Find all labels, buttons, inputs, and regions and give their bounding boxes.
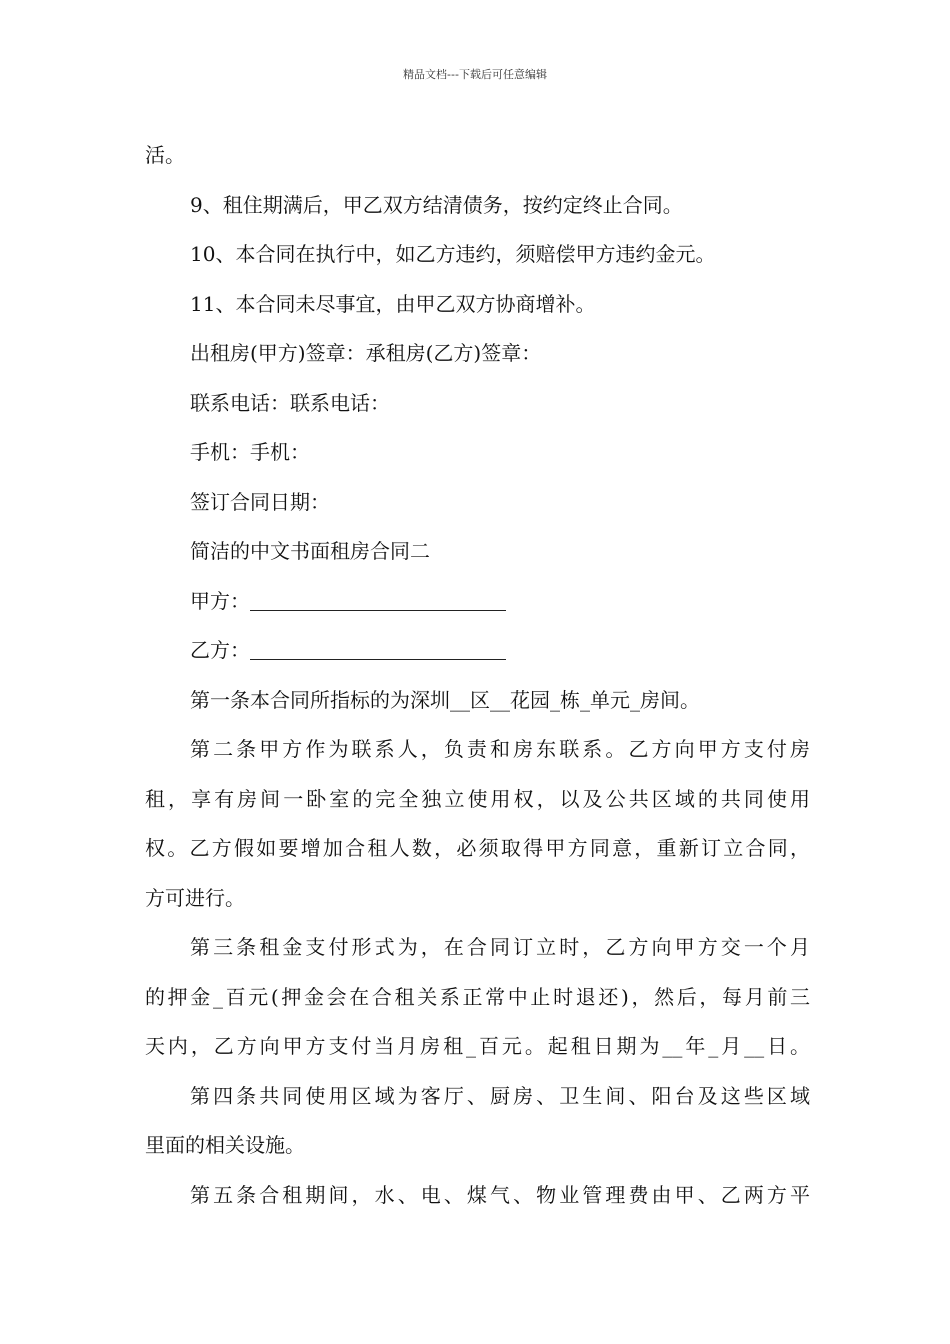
article-2-line: 权。乙方假如要增加合租人数，必须取得甲方同意，重新订立合同， <box>145 836 810 860</box>
mobile-line: 手机：手机： <box>190 440 310 464</box>
clause-11: 11、本合同未尽事宜，由甲乙双方协商增补。 <box>190 291 596 316</box>
party-b-label: 乙方： <box>190 638 250 662</box>
article-3-line: 的押金_百元(押金会在合租关系正常中止时退还)，然后，每月前三 <box>145 984 810 1009</box>
signature-line: 出租房(甲方)签章：承租房(乙方)签章： <box>190 341 542 365</box>
article-4-line: 里面的相关设施。 <box>145 1133 305 1157</box>
text-line: 活。 <box>145 143 185 167</box>
article-5-line: 第五条合租期间，水、电、煤气、物业管理费由甲、乙两方平 <box>190 1182 810 1207</box>
document-body <box>145 131 810 1220</box>
article-4-line: 第四条共同使用区域为客厅、厨房、卫生间、阳台及这些区域 <box>190 1083 810 1108</box>
section-title: 简洁的中文书面租房合同二 <box>190 539 430 563</box>
party-b-line <box>145 626 810 676</box>
page-header: 精品文档---下载后可任意编辑 <box>403 68 547 81</box>
sign-date-line: 签订合同日期： <box>190 489 330 514</box>
article-3-line: 天内，乙方向甲方支付当月房租_百元。起租日期为__年_月__日。 <box>145 1034 810 1058</box>
clause-9: 9、租住期满后，甲乙双方结清债务，按约定终止合同。 <box>190 192 683 217</box>
article-2-line: 方可进行。 <box>145 885 245 910</box>
article-2-line: 第二条甲方作为联系人，负责和房东联系。乙方向甲方支付房 <box>190 737 810 761</box>
article-1: 第一条本合同所指标的为深圳__区__花园_栋_单元_房间。 <box>190 687 700 712</box>
party-a-label: 甲方： <box>190 588 250 613</box>
article-2-line: 租，享有房间一卧室的完全独立使用权，以及公共区域的共同使用 <box>145 786 810 811</box>
article-3-line: 第三条租金支付形式为，在合同订立时，乙方向甲方交一个月 <box>190 935 810 959</box>
party-b-blank <box>250 639 506 660</box>
phone-line: 联系电话：联系电话： <box>190 390 390 415</box>
clause-10: 10、本合同在执行中，如乙方违约，须赔偿甲方违约金元。 <box>190 242 716 266</box>
party-a-line <box>145 577 810 627</box>
party-a-blank <box>250 590 506 611</box>
